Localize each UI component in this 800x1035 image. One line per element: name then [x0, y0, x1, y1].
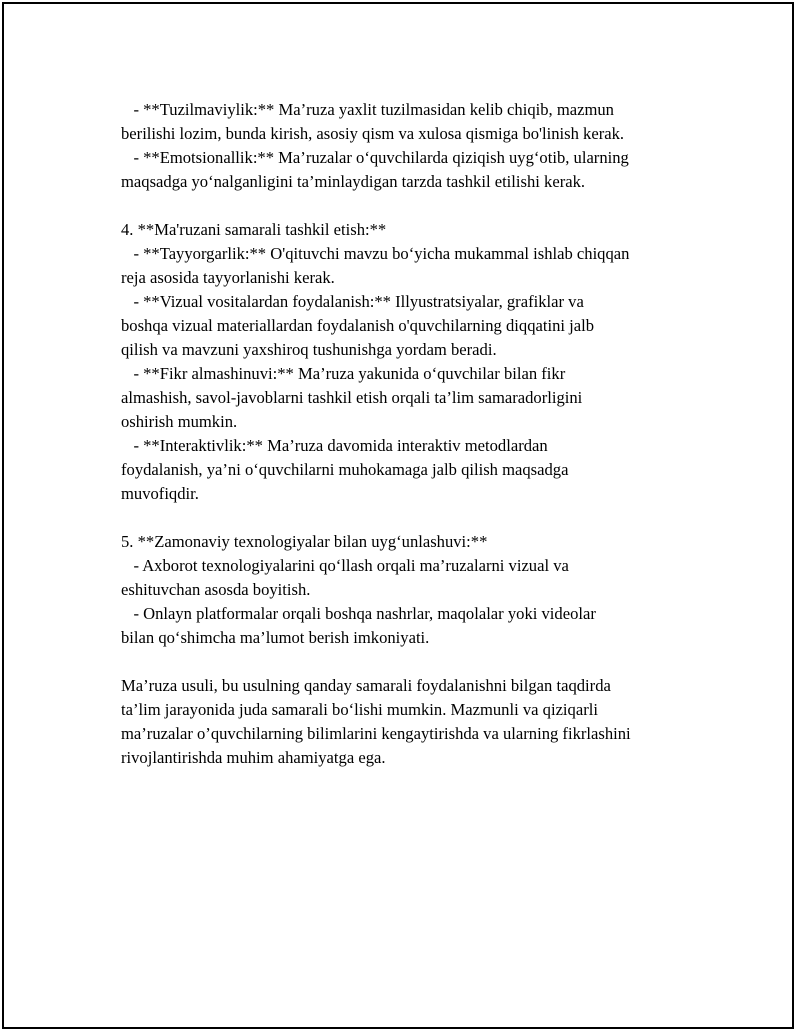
text-line: Ma’ruza usuli, bu usulning qanday samarali foydalanishni bilgan taqdirda — [121, 676, 611, 695]
text-line: - Axborot texnologiyalarini qo‘llash orqali ma’ruzalarni vizual va — [121, 556, 569, 575]
document-body — [121, 98, 721, 770]
text-line: - Onlayn platformalar orqali boshqa nashrlar, maqolalar yoki videolar — [121, 604, 596, 623]
text-line: muvofiqdir. — [121, 484, 199, 503]
section-5-heading — [121, 530, 721, 554]
text-line: - **Fikr almashinuvi:** Ma’ruza yakunida o‘quvchilar bilan fikr — [121, 364, 566, 383]
text-line: - **Tuzilmaviylik:** Ma’ruza yaxlit tuzilmasidan kelib chiqib, mazmun — [121, 100, 614, 119]
text-line: reja asosida tayyorlanishi kerak. — [121, 268, 335, 287]
bullet-fikr-almashinuvi — [121, 362, 721, 434]
text-line: foydalanish, ya’ni o‘quvchilarni muhokamaga jalb qilish maqsadga — [121, 460, 569, 479]
page-frame — [2, 2, 794, 1029]
bullet-tuzilmaviylik — [121, 98, 721, 146]
text-line: oshirish mumkin. — [121, 412, 238, 431]
text-line: eshituvchan asosda boyitish. — [121, 580, 311, 599]
bullet-axborot-texnologiyalari — [121, 554, 721, 602]
conclusion-paragraph — [121, 674, 721, 770]
bullet-onlayn-platformalar — [121, 602, 721, 650]
text-line: - **Interaktivlik:** Ma’ruza davomida interaktiv metodlardan — [121, 436, 548, 455]
section-4-heading — [121, 218, 721, 242]
text-line: qilish va mavzuni yaxshiroq tushunishga yordam beradi. — [121, 340, 497, 359]
text-line: berilishi lozim, bunda kirish, asosiy qism va xulosa qismiga bo'linish kerak. — [121, 124, 625, 143]
text-line: 5. **Zamonaviy texnologiyalar bilan uyg‘unlashuvi:** — [121, 532, 488, 551]
bullet-emotsionallik — [121, 146, 721, 194]
text-line: maqsadga yo‘nalganligini ta’minlaydigan tarzda tashkil etilishi kerak. — [121, 172, 586, 191]
text-line: rivojlantirishda muhim ahamiyatga ega. — [121, 748, 386, 767]
text-line: boshqa vizual materiallardan foydalanish o'quvchilarning diqqatini jalb — [121, 316, 595, 335]
text-line: almashish, savol-javoblarni tashkil etish orqali ta’lim samaradorligini — [121, 388, 583, 407]
paragraph-spacer — [121, 650, 721, 674]
text-line: ta’lim jarayonida juda samarali bo‘lishi mumkin. Mazmunli va qiziqarli — [121, 700, 598, 719]
text-line: 4. **Ma'ruzani samarali tashkil etish:** — [121, 220, 387, 239]
bullet-vizual-vositalar — [121, 290, 721, 362]
text-line: ma’ruzalar o’quvchilarning bilimlarini kengaytirishda va ularning fikrlashini — [121, 724, 631, 743]
paragraph-spacer — [121, 194, 721, 218]
text-line: - **Emotsionallik:** Ma’ruzalar o‘quvchilarda qiziqish uyg‘otib, ularning — [121, 148, 629, 167]
text-line: - **Tayyorgarlik:** O'qituvchi mavzu bo‘yicha mukammal ishlab chiqqan — [121, 244, 630, 263]
text-line: bilan qo‘shimcha ma’lumot berish imkoniyati. — [121, 628, 430, 647]
bullet-interaktivlik — [121, 434, 721, 506]
bullet-tayyorgarlik — [121, 242, 721, 290]
text-line: - **Vizual vositalardan foydalanish:** Illyustratsiyalar, grafiklar va — [121, 292, 584, 311]
paragraph-spacer — [121, 506, 721, 530]
